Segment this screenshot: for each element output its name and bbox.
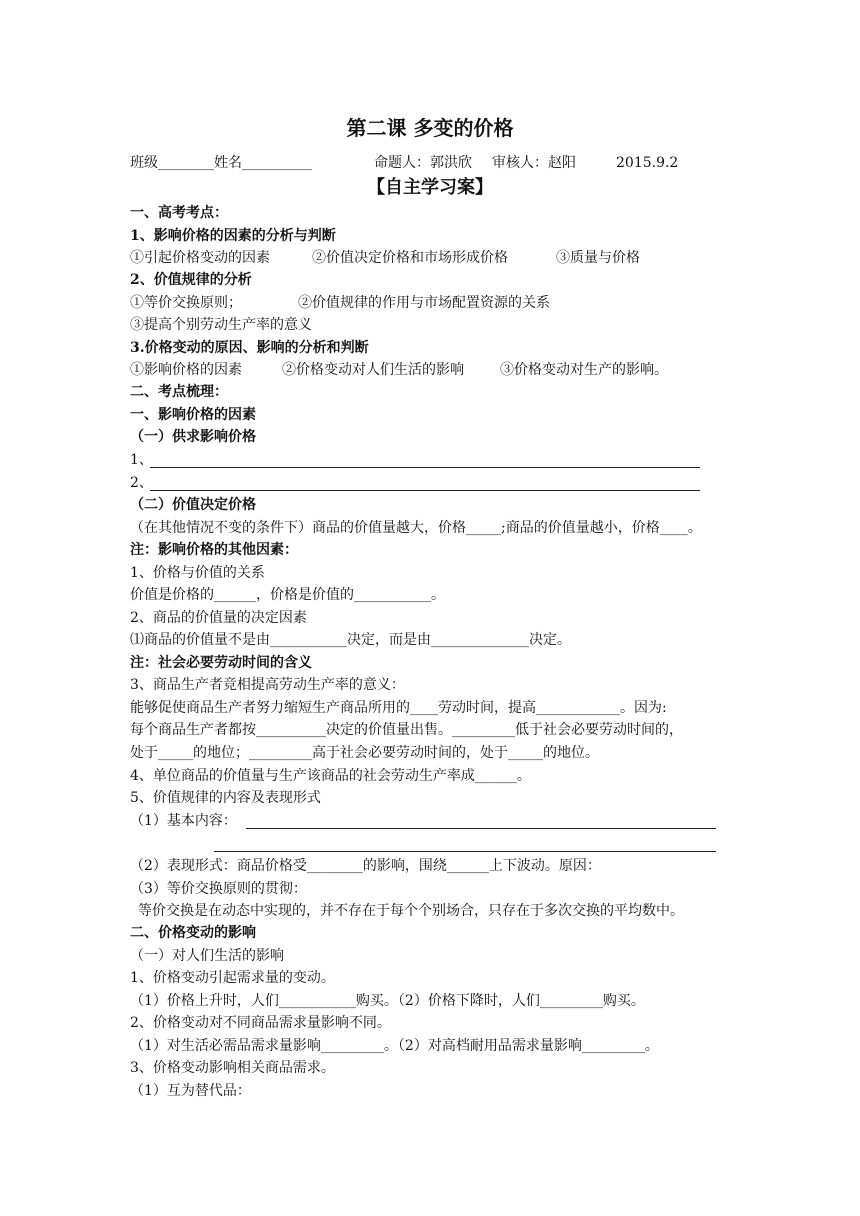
text-line: 1、价格与价值的关系 [130,565,265,581]
text-line: 等价交换是在动态中实现的，并不存在于每个个别场合，只存在于多次交换的平均数中。 [138,903,684,919]
answer-blank [150,467,700,468]
text-line: ②价值规律的作用与市场配置资源的关系 [298,295,550,311]
text-line: 每个商品生产者都按__________决定的价值量出售。_________低于社会必要劳动时间的， [130,722,683,738]
heading-review: 二、考点梳理： [130,384,228,400]
heading-supply-demand: （一）供求影响价格 [130,429,256,445]
text-line: ①引起价格变动的因素 [130,250,270,266]
text-line: （2）表现形式：商品价格受________的影响，围绕______上下波动。原因： [130,858,601,874]
text-line: （在其他情况不变的条件下）商品的价值量越大，价格_____;商品的价值量越小，价格____。 [130,520,702,536]
heading-exam-points: 一、高考考点： [130,205,228,221]
text-line: ①影响价格的因素 [130,362,242,378]
heading-influence: 一、影响价格的因素 [130,407,256,423]
text-line: 5、价值规律的内容及表现形式 [130,790,321,806]
text-line: ①等价交换原则； [130,295,242,311]
text-line: 处于_____的地位；_________高于社会必要劳动时间的，处于_____的地位。 [130,745,599,761]
heading-price-change: 3.价格变动的原因、影响的分析和判断 [130,340,369,356]
class-name-fields: 班级________姓名__________ [130,155,312,171]
date-label: 2015.9.2 [616,155,679,171]
page-title: 第二课 多变的价格 [346,116,514,140]
heading-price-factors: 1、影响价格的因素的分析与判断 [130,228,336,244]
heading-price-impact: 二、价格变动的影响 [130,925,256,941]
text-line: 2、价格变动对不同商品需求量影响不同。 [130,1015,391,1031]
text-line: （1）互为替代品： [130,1083,251,1099]
text-line: （1）基本内容： [130,813,237,829]
heading-note: 注：社会必要劳动时间的含义 [130,655,312,671]
text-line: 2、商品的价值量的决定因素 [130,610,307,626]
text-line: ③价格变动对生产的影响。 [500,362,668,378]
text-line: 3、价格变动影响相关商品需求。 [130,1060,335,1076]
section-subtitle: 【自主学习案】 [367,177,493,198]
text-line: 1、价格变动引起需求量的变动。 [130,970,335,986]
text-line: 4、单位商品的价值量与生产该商品的社会劳动生产率成______。 [130,768,531,784]
answer-blank [150,490,700,491]
text-line: （一）对人们生活的影响 [130,948,284,964]
text-line: （3）等价交换原则的贯彻： [130,881,307,897]
heading-value-decides: （二）价值决定价格 [130,497,256,513]
text-line: ②价格变动对人们生活的影响 [282,362,464,378]
reviewer-label: 审核人：赵阳 [492,155,576,171]
text-line: ⑴商品的价值量不是由___________决定，而是由______________决定。 [130,632,571,648]
text-line: 能够促使商品生产者努力缩短生产商品所用的____劳动时间，提高____________。因为: [130,700,667,716]
author-label: 命题人：郭洪欣 [374,155,472,171]
text-line: （1）价格上升时，人们___________购买。（2）价格下降时，人们_________购买。 [130,993,645,1009]
text-line: 3、商品生产者竞相提高劳动生产率的意义： [130,677,405,693]
blank-line-label: 1、 [130,452,153,468]
text-line: （1）对生活必需品需求量影响_________。（2）对高档耐用品需求量影响_________。 [130,1038,659,1054]
text-line: ②价值决定价格和市场形成价格 [312,250,508,266]
blank-line-label: 2、 [130,475,153,491]
heading-note: 注：影响价格的其他因素： [130,542,298,558]
text-line: ③质量与价格 [556,250,640,266]
text-line: ③提高个别劳动生产率的意义 [130,317,312,333]
heading-value-law: 2、价值规律的分析 [130,272,252,288]
answer-blank [246,828,716,829]
text-line: 价值是价格的______，价格是价值的___________。 [130,587,445,603]
answer-blank [214,851,716,852]
